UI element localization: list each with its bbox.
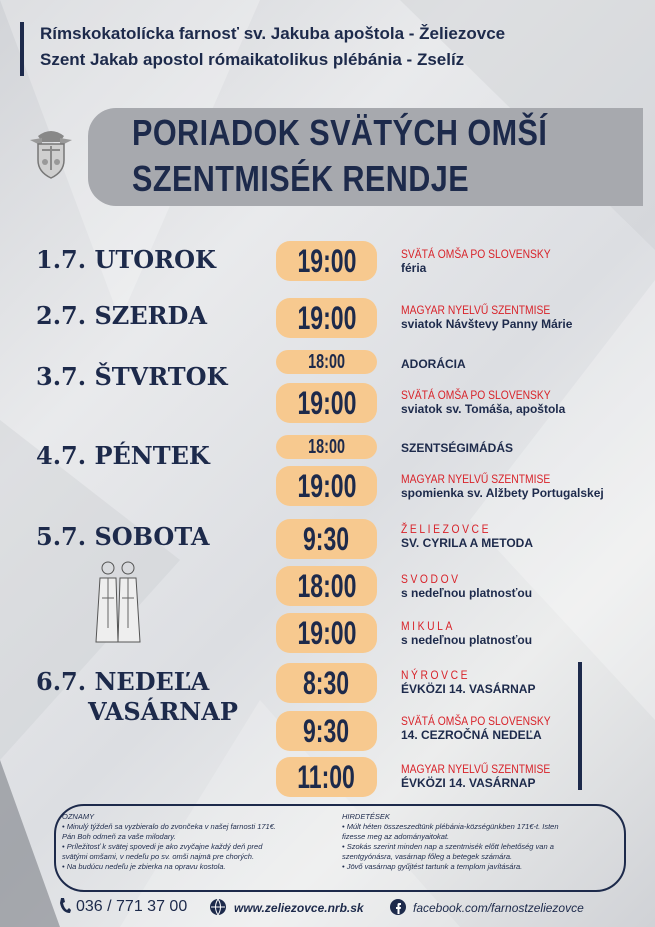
day-label-saturday: 5.7. SOBOTA	[36, 522, 210, 551]
event-description: SVÄTÁ OMŠA PO SLOVENSKY sviatok sv. Tomáša, apoštola	[401, 388, 566, 416]
day-label-sunday-hu: VASÁRNAP	[88, 697, 238, 726]
day-label-sunday: 6.7. NEDEĽA	[36, 667, 210, 696]
day-label-tuesday: 1.7. UTOROK	[36, 245, 216, 274]
footer-facebook[interactable]: facebook.com/farnostzeliezovce	[413, 901, 584, 915]
event-description: SVÄTÁ OMŠA PO SLOVENSKY féria	[401, 247, 551, 275]
time-pill: 19:00	[276, 613, 377, 653]
time-pill: 19:00	[276, 383, 377, 423]
time-pill: 19:00	[276, 298, 377, 338]
phone-icon	[58, 897, 72, 919]
footer-website[interactable]: www.zeliezovce.nrb.sk	[234, 901, 364, 915]
event-description: SVÄTÁ OMŠA PO SLOVENSKY 14. CEZROČNÁ NEDEĽA	[401, 714, 551, 742]
globe-icon	[209, 898, 227, 920]
notices-hu: HIRDETÉSEK • Múlt héten összeszedtünk plébánia-községünkben 171€-t. Isten fizesse meg az adományaitokat. • Szokás szerint minden nap a szentmisék előtt lehetőség van a szentgyónásra, vasárnap főleg a betegek számára. • Jövő vasárnap gyűjtést tartunk a templom javítására.	[342, 812, 559, 871]
facebook-icon	[390, 899, 406, 919]
day-label-wednesday: 2.7. SZERDA	[36, 301, 207, 330]
time-pill: 9:30	[276, 711, 377, 751]
day-label-thursday: 3.7. ŠTVRTOK	[36, 362, 228, 391]
time-pill: 18:00	[276, 435, 377, 459]
header-accent-bar	[20, 22, 24, 76]
sunday-accent-bar	[578, 662, 582, 790]
day-label-friday: 4.7. PÉNTEK	[36, 441, 210, 470]
footer-phone[interactable]: 036 / 771 37 00	[76, 898, 188, 915]
time-pill: 18:00	[276, 350, 377, 374]
event-description: MAGYAR NYELVŰ SZENTMISE ÉVKÖZI 14. VASÁRNAP	[401, 762, 551, 790]
time-pill: 8:30	[276, 663, 377, 703]
time-pill: 11:00	[276, 757, 377, 797]
saints-icon	[92, 558, 144, 644]
page-title-sk: PORIADOK SVÄTÝCH OMŠÍ	[132, 112, 548, 153]
page-title-hu: SZENTMISÉK RENDJE	[132, 158, 470, 199]
event-description: MAGYAR NYELVŰ SZENTMISE spomienka sv. Alžbety Portugalskej	[401, 472, 604, 500]
event-description: ŽELIEZOVCE SV. CYRILA A METODA	[401, 522, 534, 550]
event-description: SZENTSÉGIMÁDÁS	[401, 441, 514, 455]
event-description: NÝROVCE ÉVKÖZI 14. VASÁRNAP	[401, 668, 536, 696]
event-description: ADORÁCIA	[401, 357, 466, 371]
event-description: SVODOV s nedeľnou platnosťou	[401, 572, 533, 600]
time-pill: 19:00	[276, 466, 377, 506]
parish-name-sk: Rímskokatolícka farnosť sv. Jakuba apoštola - Želiezovce	[40, 24, 506, 43]
time-pill: 19:00	[276, 241, 377, 281]
time-pill: 9:30	[276, 519, 377, 559]
event-description: MIKULA s nedeľnou platnosťou	[401, 619, 533, 647]
time-pill: 18:00	[276, 566, 377, 606]
notices-sk: OZNAMY • Minulý týždeň sa vyzbieralo do zvončeka v našej farnosti 171€. Pán Boh odmeň za vaše milodary. • Príležitosť k svätej spovedi je ako zvyčajne každý deň pred svätými omšami, v nedeľu po sv. omši najmä pre chorých. • Na budúcu nedeľu je zbierka na opravu kostola.	[62, 812, 276, 871]
parish-name-hu: Szent Jakab apostol rómaikatolikus plébánia - Zselíz	[40, 50, 465, 69]
event-description: MAGYAR NYELVŰ SZENTMISE sviatok Návštevy Panny Márie	[401, 303, 573, 331]
crest-icon	[20, 122, 82, 184]
